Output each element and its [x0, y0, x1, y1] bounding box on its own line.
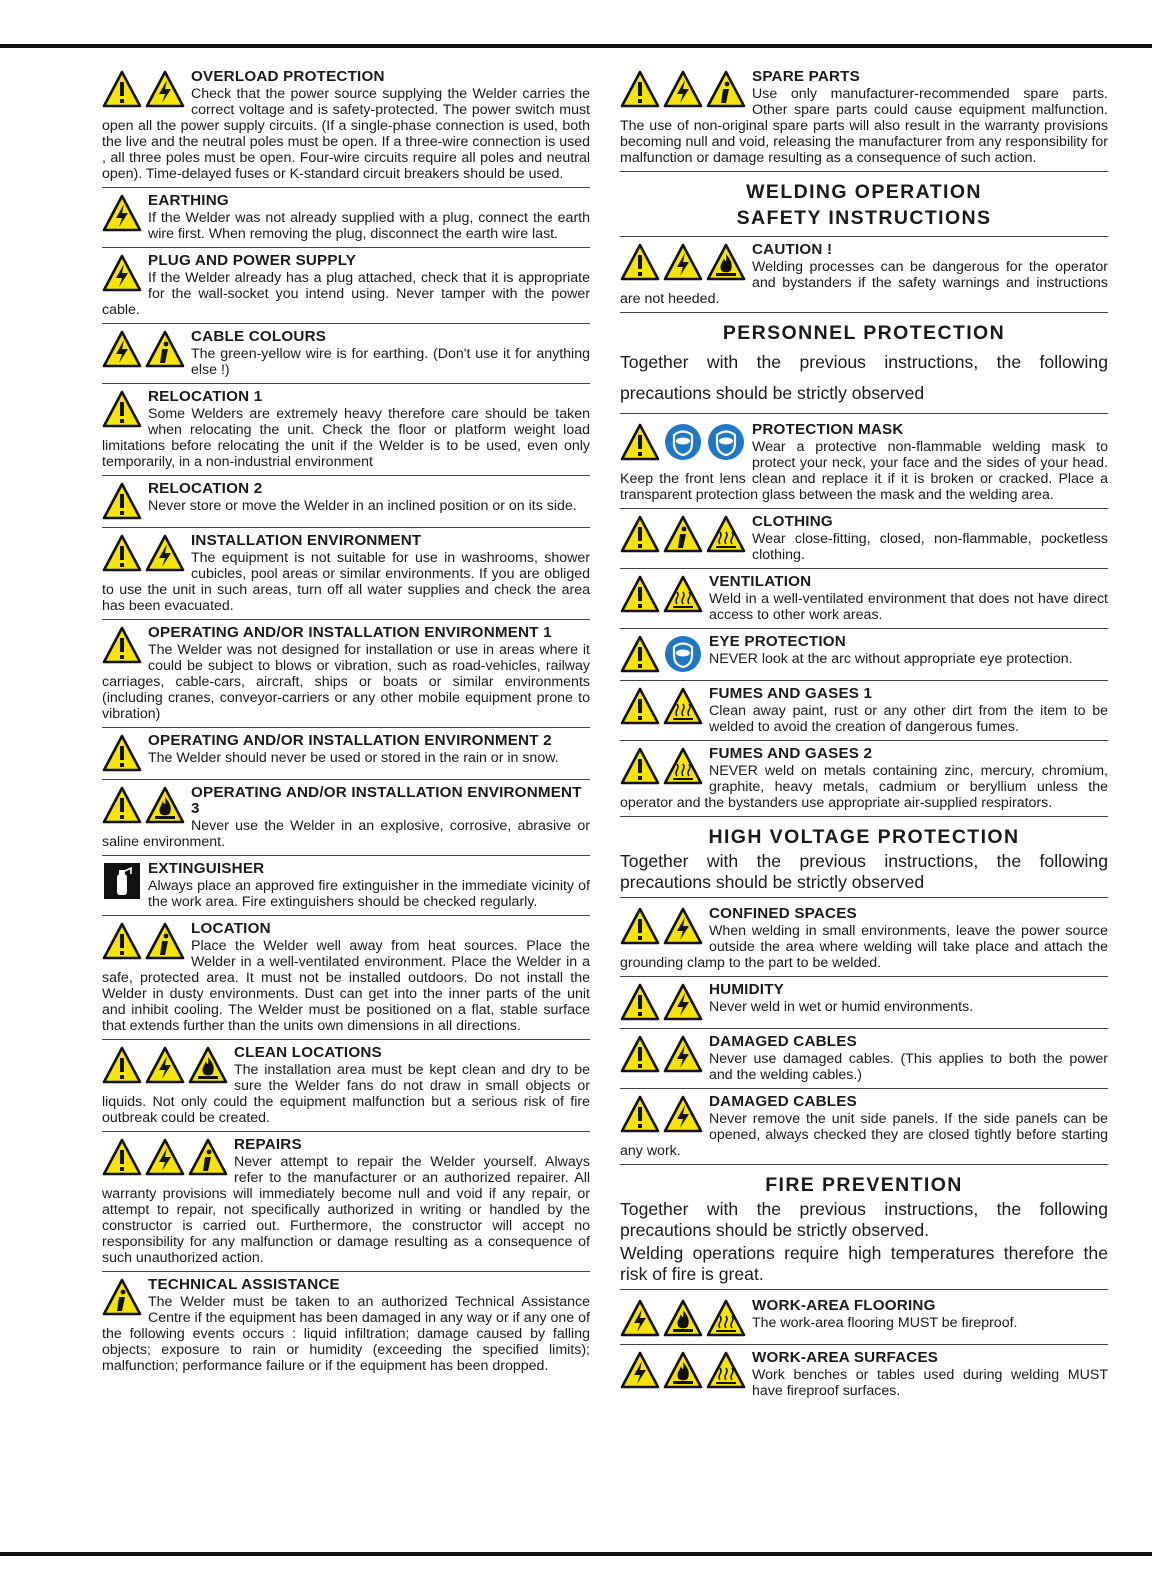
section-body: If the Welder already has a plug attached, check that it is appropriate for the wall-socket you intend using. Never tamper with the power cable. — [102, 270, 590, 318]
section-body: NEVER weld on metals containing zinc, mercury, chromium, graphite, heavy metals, cadmium or beryllium unless the operator and the bystanders use appropriate air-supplied respirators. — [620, 763, 1108, 811]
section-body: Some Welders are extremely heavy therefore care should be taken when relocating the unit. Check the floor or platform weight load limitations before relocating the unit if the Welder is to be used, even only temporarily, in a non-industrial environment — [102, 406, 590, 470]
section-body: Work benches or tables used during welding MUST have fireproof surfaces. — [752, 1367, 1108, 1399]
hot-surface-icon — [663, 575, 703, 613]
section-body: Clean away paint, rust or any other dirt from the item to be welded to avoid the creation of dangerous fumes. — [709, 703, 1108, 735]
section-body: Wear a protective non-flammable welding mask to protect your neck, your face and the sides of your head. Keep the front lens clean and replace it if it is broken or cracked. Place a transparent protection glass between the mask and the welding area. — [620, 439, 1108, 503]
warning-icon — [620, 635, 660, 673]
icon-group — [102, 862, 142, 900]
info-icon — [102, 1278, 142, 1316]
icon-group — [102, 626, 142, 664]
section-title: RELOCATION 2 — [148, 480, 263, 497]
warning-icon — [102, 786, 142, 824]
warning-icon — [620, 243, 660, 281]
section-body: The green-yellow wire is for earthing. (Don't use it for anything else !) — [191, 346, 590, 378]
icon-group — [102, 254, 142, 292]
section-relocation2 — [102, 476, 590, 528]
section-title: DAMAGED CABLES — [709, 1093, 857, 1110]
warning-icon — [102, 390, 142, 428]
electric-hazard-icon — [102, 194, 142, 232]
warning-icon — [620, 575, 660, 613]
icon-group — [620, 747, 703, 785]
icon-group — [620, 243, 746, 281]
electric-hazard-icon — [663, 70, 703, 108]
section-title: PROTECTION MASK — [752, 421, 904, 438]
section-title: CABLE COLOURS — [191, 328, 327, 345]
section-cable-colours — [102, 324, 590, 384]
section-title: WORK-AREA FLOORING — [752, 1297, 936, 1314]
hot-surface-icon — [706, 1351, 746, 1389]
warning-icon — [102, 534, 142, 572]
icon-group — [102, 1138, 228, 1176]
info-icon — [145, 922, 185, 960]
electric-hazard-icon — [663, 1035, 703, 1073]
icon-group — [620, 575, 703, 613]
section-damaged2 — [620, 1089, 1108, 1165]
icon-group — [620, 70, 746, 108]
left-column — [102, 64, 590, 1379]
high-voltage-intro: Together with the previous instructions, the following precautions should be strictly observed — [620, 851, 1108, 898]
warning-icon — [620, 983, 660, 1021]
section-install-env — [102, 528, 590, 620]
welding-operation-header — [620, 180, 1108, 237]
section-earthing — [102, 188, 590, 248]
section-location — [102, 916, 590, 1040]
section-title: TECHNICAL ASSISTANCE — [148, 1276, 340, 1293]
icon-group — [620, 687, 703, 725]
hot-surface-icon — [663, 747, 703, 785]
section-body: Always place an approved fire extinguisher in the immediate vicinity of the work area. Fire extinguishers should be checked regularly. — [148, 878, 590, 910]
electric-hazard-icon — [145, 534, 185, 572]
section-damaged1 — [620, 1029, 1108, 1089]
section-body: The Welder was not designed for installation or use in areas where it could be subject to blows or vibration, such as road-vehicles, railway carriages, cable-cars, aircraft, ships or boats or similar environments (including cranes, conveyor-carriers or any other mobile equipment prone to vibration) — [102, 642, 590, 722]
icon-group — [102, 922, 185, 960]
warning-icon — [620, 1095, 660, 1133]
icon-group — [620, 1095, 703, 1133]
welding-operation-title: WELDING OPERATION — [746, 181, 982, 203]
section-extinguisher — [102, 856, 590, 916]
icon-group — [102, 534, 185, 572]
electric-hazard-icon — [663, 907, 703, 945]
section-title: EXTINGUISHER — [148, 860, 265, 877]
icon-group — [102, 194, 142, 232]
section-body: Never weld in wet or humid environments. — [709, 999, 974, 1015]
hot-surface-icon — [706, 515, 746, 553]
warning-icon — [102, 1138, 142, 1176]
info-icon — [188, 1138, 228, 1176]
section-op-env1 — [102, 620, 590, 728]
section-eye — [620, 629, 1108, 681]
fire-hazard-icon — [663, 1299, 703, 1337]
electric-hazard-icon — [620, 1299, 660, 1337]
section-spare-parts — [620, 64, 1108, 172]
section-title: DAMAGED CABLES — [709, 1033, 857, 1050]
icon-group — [620, 423, 746, 461]
face-shield-icon — [663, 423, 703, 461]
warning-icon — [620, 1035, 660, 1073]
icon-group — [102, 734, 142, 772]
section-title: VENTILATION — [709, 573, 812, 590]
warning-icon — [102, 626, 142, 664]
icon-group — [102, 482, 142, 520]
section-fumes1 — [620, 681, 1108, 741]
section-body: Never use the Welder in an explosive, corrosive, abrasive or saline environment. — [102, 818, 590, 850]
section-title: HUMIDITY — [709, 981, 785, 998]
section-body: Welding processes can be dangerous for the operator and bystanders if the safety warnings and instructions are not heeded. — [620, 259, 1108, 307]
high-voltage-title: HIGH VOLTAGE PROTECTION — [708, 826, 1020, 848]
section-relocation1 — [102, 384, 590, 476]
safety-instructions-title: SAFETY INSTRUCTIONS — [736, 207, 992, 229]
section-title: OPERATING AND/OR INSTALLATION ENVIRONMENT 1 — [148, 624, 552, 641]
electric-hazard-icon — [102, 254, 142, 292]
face-shield-icon — [663, 635, 703, 673]
section-body: NEVER look at the arc without appropriate eye protection. — [709, 651, 1073, 667]
section-body: If the Welder was not already supplied with a plug, connect the earth wire first. When removing the plug, disconnect the earth wire last. — [148, 210, 590, 242]
icon-group — [102, 786, 185, 824]
section-mask — [620, 417, 1108, 509]
hot-surface-icon — [706, 1299, 746, 1337]
fire-hazard-icon — [663, 1351, 703, 1389]
warning-icon — [620, 515, 660, 553]
section-body: Use only manufacturer-recommended spare parts. Other spare parts could cause equipment malfunction. The use of non-original spare parts will also result in the warranty provisions becoming null and void, releasing the manufacturer from any responsibility for malfunction or damage resulting as a consequence of such action. — [620, 86, 1108, 166]
section-body: Weld in a well-ventilated environment that does not have direct access to other work areas. — [709, 591, 1108, 623]
section-body: The Welder must be taken to an authorized Technical Assistance Centre if the equipment has been damaged in any way or if any one of the following events occurs : liquid infiltration; damage caused by falling objects; exposure to rain or humidity (exceeding the specified limits); malfunction; performance failure or if the equipment has been dropped. — [102, 1294, 590, 1374]
section-body: Check that the power source supplying the Welder carries the correct voltage and is safety-protected. The power switch must open all the power supply circuits. (If a single-phase connection is used, both the live and the neutral poles must be open. If a three-wire connection is used , all three poles must be open. Four-wire circuits require all poles and neutral open). Time-delayed fuses or K-standard circuit breakers should be used. — [102, 86, 590, 182]
electric-hazard-icon — [663, 1095, 703, 1133]
icon-group — [102, 1046, 228, 1084]
section-repairs — [102, 1132, 590, 1272]
personnel-sections — [620, 417, 1108, 817]
fire-intro: Together with the previous instructions, the following precautions should be strictly observed. — [620, 1199, 1108, 1240]
section-clothing — [620, 509, 1108, 569]
section-plug — [102, 248, 590, 324]
electric-hazard-icon — [145, 70, 185, 108]
high-voltage-sections — [620, 901, 1108, 1165]
section-body: The equipment is not suitable for use in washrooms, shower cubicles, pool areas or similar environments. If you are obliged to use the unit in such areas, turn off all water supplies and check the area has been evacuated. — [102, 550, 590, 614]
section-surfaces — [620, 1345, 1108, 1404]
icon-group — [620, 515, 746, 553]
electric-hazard-icon — [663, 983, 703, 1021]
hot-surface-icon — [663, 687, 703, 725]
icon-group — [620, 1299, 746, 1337]
icon-group — [102, 1278, 142, 1316]
fire-sections — [620, 1293, 1108, 1404]
section-title: RELOCATION 1 — [148, 388, 263, 405]
section-title: INSTALLATION ENVIRONMENT — [191, 532, 422, 549]
warning-icon — [620, 907, 660, 945]
section-tech-assist — [102, 1272, 590, 1379]
section-body: Place the Welder well away from heat sources. Place the Welder in a well-ventilated environment. Place the Welder in a safe, protected area. It must not be installed outdoors. Do not install the Welder in dusty environments. Dust can get into the inner parts of the unit and inhibit cooling. The Welder must be positioned on a flat, stable surface that extends further than the units own dimensions in all directions. — [102, 938, 590, 1034]
section-overload — [102, 64, 590, 188]
warning-icon — [102, 922, 142, 960]
section-ventilation — [620, 569, 1108, 629]
section-title: EYE PROTECTION — [709, 633, 846, 650]
icon-group — [620, 1035, 703, 1073]
electric-hazard-icon — [145, 1138, 185, 1176]
icon-group — [102, 330, 185, 368]
section-body: Never attempt to repair the Welder yourself. Always refer to the manufacturer or an authorized repairer. All warranty provisions will immediately become null and void if any repair, or attempt to repair, not specifically authorized in writing or handled by the constructor is carried out. Furthermore, the constructor will accept no responsibility for any malfunction or damage resulting as a consequence of such unauthorized action. — [102, 1154, 590, 1266]
warning-icon — [102, 482, 142, 520]
section-title: SPARE PARTS — [752, 68, 860, 85]
section-title: CLEAN LOCATIONS — [234, 1044, 382, 1061]
icon-group — [620, 983, 703, 1021]
section-body: Wear close-fitting, closed, non-flammable, pocketless clothing. — [752, 531, 1108, 563]
info-icon — [145, 330, 185, 368]
section-clean-locations — [102, 1040, 590, 1132]
section-title: CLOTHING — [752, 513, 833, 530]
section-humidity — [620, 977, 1108, 1029]
section-op-env2 — [102, 728, 590, 780]
section-title: REPAIRS — [234, 1136, 302, 1153]
electric-hazard-icon — [620, 1351, 660, 1389]
icon-group — [620, 1351, 746, 1389]
section-body: Never remove the unit side panels. If the side panels can be opened, always checked they are closed tightly before starting any work. — [620, 1111, 1108, 1159]
section-title: FUMES AND GASES 2 — [709, 745, 873, 762]
info-icon — [663, 515, 703, 553]
fire-extinguisher-icon — [102, 862, 142, 900]
section-fumes2 — [620, 741, 1108, 817]
icon-group — [620, 635, 703, 673]
section-title: FUMES AND GASES 1 — [709, 685, 873, 702]
fire-prevention-title: FIRE PREVENTION — [765, 1174, 963, 1196]
section-op-env3 — [102, 780, 590, 856]
section-confined — [620, 901, 1108, 977]
section-body: When welding in small environments, leave the power source outside the area where welding will take place and attach the grounding clamp to the part to be welded. — [620, 923, 1108, 971]
top-rule — [0, 44, 1152, 48]
fire-hazard-icon — [145, 786, 185, 824]
face-shield-icon — [706, 423, 746, 461]
electric-hazard-icon — [102, 330, 142, 368]
section-body: Never use damaged cables. (This applies to both the power and the welding cables.) — [709, 1051, 1108, 1083]
section-body: The work-area flooring MUST be fireproof. — [752, 1315, 1018, 1331]
warning-icon — [620, 423, 660, 461]
icon-group — [620, 907, 703, 945]
warning-icon — [620, 747, 660, 785]
section-title: OPERATING AND/OR INSTALLATION ENVIRONMENT 2 — [148, 732, 552, 749]
section-title: CAUTION ! — [752, 241, 833, 258]
warning-icon — [102, 70, 142, 108]
icon-group — [102, 390, 142, 428]
icon-group — [102, 70, 185, 108]
warning-icon — [620, 687, 660, 725]
warning-icon — [620, 70, 660, 108]
section-title: PLUG AND POWER SUPPLY — [148, 252, 357, 269]
fire-intro-2: Welding operations require high temperatures therefore the risk of fire is great. — [620, 1243, 1108, 1290]
section-flooring — [620, 1293, 1108, 1345]
section-title: WORK-AREA SURFACES — [752, 1349, 939, 1366]
section-body: The installation area must be kept clean and dry to be sure the Welder fans do not draw in small objects or liquids. Not only could the equipment malfunction but a serious risk of fire outbreak could be created. — [102, 1062, 590, 1126]
section-body: Never store or move the Welder in an inclined position or on its side. — [148, 498, 577, 514]
warning-icon — [102, 1046, 142, 1084]
electric-hazard-icon — [663, 243, 703, 281]
warning-icon — [102, 734, 142, 772]
personnel-protection-title: PERSONNEL PROTECTION — [722, 322, 1006, 344]
fire-hazard-icon — [706, 243, 746, 281]
personnel-intro: Together with the previous instructions, the following precautions should be strictly observed — [620, 347, 1108, 414]
electric-hazard-icon — [145, 1046, 185, 1084]
section-title: EARTHING — [148, 192, 229, 209]
right-column — [620, 64, 1108, 1404]
section-title: OPERATING AND/OR INSTALLATION ENVIRONMENT 3 — [191, 784, 582, 817]
section-title: OVERLOAD PROTECTION — [191, 68, 385, 85]
section-title: LOCATION — [191, 920, 271, 937]
section-caution — [620, 237, 1108, 313]
bottom-rule — [0, 1552, 1152, 1556]
section-body: The Welder should never be used or stored in the rain or in snow. — [148, 750, 559, 766]
section-title: CONFINED SPACES — [709, 905, 857, 922]
fire-hazard-icon — [188, 1046, 228, 1084]
info-icon — [706, 70, 746, 108]
